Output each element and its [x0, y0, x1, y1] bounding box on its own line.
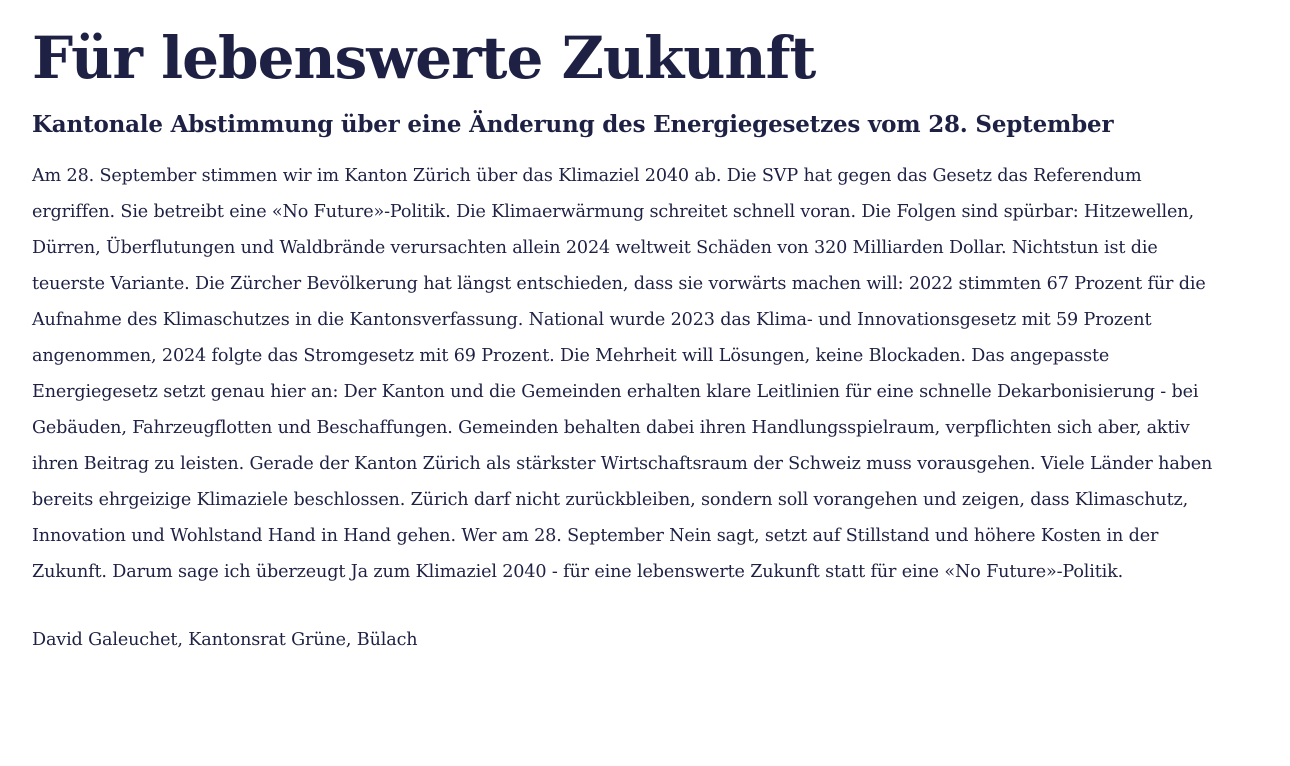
article	[32, 22, 1232, 658]
article-subtitle: Kantonale Abstimmung über eine Änderung des Energiegesetzes vom 28. September	[32, 111, 1114, 138]
article-author: David Galeuchet, Kantonsrat Grüne, Bülach	[32, 630, 418, 650]
article-body: Am 28. September stimmen wir im Kanton Zürich über das Klimaziel 2040 ab. Die SVP hat gegen das Gesetz das Referendum ergriffen. Sie betreibt eine «No Future»-Politik. Die Klimaerwärmung schreitet schnell voran. Die Folgen sind spürbar: Hitzewellen, Dürren, Überflutungen und Waldbrände verursachten allein 2024 weltweit Schäden von 320 Milliarden Dollar. Nichtstun ist die teuerste Variante. Die Zürcher Bevölkerung hat längst entschieden, dass sie vorwärts machen will: 2022 stimmten 67 Prozent für die Aufnahme des Klimaschutzes in die Kantonsverfassung. National wurde 2023 das Klima- und Innovationsgesetz mit 59 Prozent angenommen, 2024 folgte das Stromgesetz mit 69 Prozent. Die Mehrheit will Lösungen, keine Blockaden. Das angepasste Energiegesetz setzt genau hier an: Der Kanton und die Gemeinden erhalten klare Leitlinien für eine schnelle Dekarbonisierung - bei Gebäuden, Fahrzeugflotten und Beschaffungen. Gemeinden behalten dabei ihren Handlungsspielraum, verpflichten sich aber, aktiv ihren Beitrag zu leisten. Gerade der Kanton Zürich als stärkster Wirtschaftsraum der Schweiz muss vorausgehen. Viele Länder haben bereits ehrgeizige Klimaziele beschlossen. Zürich darf nicht zurückbleiben, sondern soll vorangehen und zeigen, dass Klimaschutz, Innovation und Wohlstand Hand in Hand gehen. Wer am 28. September Nein sagt, setzt auf Stillstand und höhere Kosten in der Zukunft. Darum sage ich überzeugt Ja zum Klimaziel 2040 - für eine lebenswerte Zukunft statt für eine «No Future»-Politik.	[32, 166, 1213, 582]
article-title: Für lebenswerte Zukunft	[32, 24, 816, 92]
